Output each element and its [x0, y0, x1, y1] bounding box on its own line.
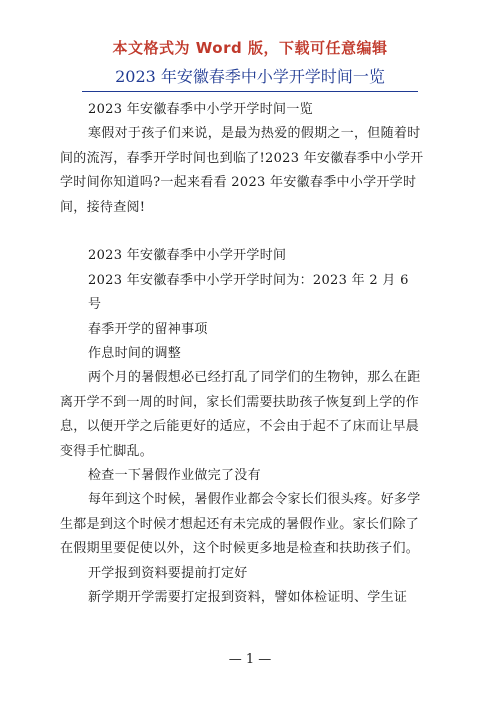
- title-rule: [82, 91, 418, 92]
- document-title: 2023 年安徽春季中小学开学时间一览: [115, 67, 385, 86]
- body-paragraph-homework: [60, 488, 426, 561]
- intro-text: 寒假对于孩子们来说，是最为热爱的假期之一，但随着时间的流泻，春季开学时间也到临了!2023 年安徽春季中小学开学时间你知道吗?一起来看看 2023 年安徽春季中小学开学时间，接待查阅!: [60, 126, 424, 215]
- body-paragraph-materials: 新学期开学需要打定报到资料，譬如体检证明、学生证: [88, 590, 408, 606]
- body-paragraph-schedule: [60, 366, 426, 464]
- subheading-schedule: 作息时间的调整: [88, 346, 182, 362]
- body-paragraph-intro: [60, 122, 426, 220]
- section-heading-time: 2023 年安徽春季中小学开学时间: [88, 248, 287, 264]
- homework-text: 每年到这个时候，暑假作业都会令家长们很头疼。好多学生都是到这个时候才想起还有未完成的暑假作业。家长们除了在假期里要促使以外，这个时候更多地是检查和扶助孩子们。: [60, 492, 421, 557]
- document-body: [60, 98, 426, 611]
- schedule-text: 两个月的暑假想必已经打乱了同学们的生物钟，那么在距离开学不到一周的时间，家长们需要扶助孩子恢复到上学的作息，以便开学之后能更好的适应，不会由于起不了床而让早晨变得手忙脚乱。: [60, 370, 421, 459]
- opening-date: 2023 年安徽春季中小学开学时间为：2023 年 2 月 6 号: [88, 272, 409, 313]
- blank-line: [88, 220, 426, 244]
- subheading-homework: 检查一下暑假作业做完了没有: [88, 468, 261, 484]
- format-banner: 本文格式为 Word 版，下载可任意编辑: [112, 39, 388, 57]
- subheading-materials: 开学报到资料要提前打定好: [88, 565, 248, 581]
- body-paragraph-heading: 2023 年安徽春季中小学开学时间一览: [88, 102, 313, 117]
- section-heading-notes: 春季开学的留神事项: [88, 321, 208, 337]
- page-number: — 1 —: [228, 652, 272, 667]
